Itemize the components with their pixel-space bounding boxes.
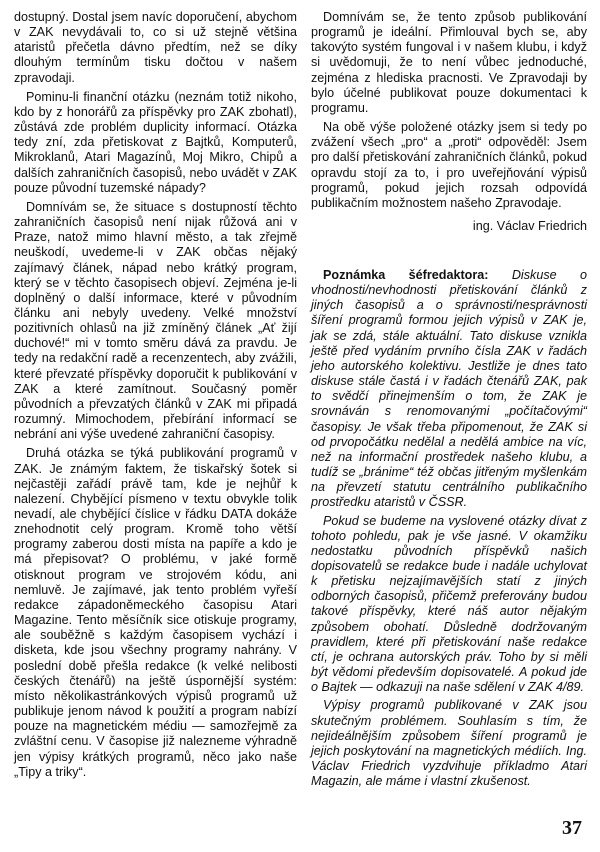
editor-note-paragraph-1: [311, 268, 587, 511]
editor-note: [311, 268, 587, 792]
right-paragraph-2: Na obě výše položené otázky jsem si tedy po zvážení všech „pro“ a „proti“ odpověděl: Jsem pro další přetiskování zahraničních článků, pokud opravdu stojí za to, i pro uveřejňování výpisů programů, pokud jejich rozsah odpovídá publikačním možnostem našeho Zpravodaje.: [311, 120, 587, 210]
right-paragraph-1: Domnívám se, že tento způsob publikování programů je ideální. Přimlouval bych se, aby takovýto systém fungoval i v našem klubu, i když si uvědomuji, že to není vůbec jednoduché, zejména z hlediska pracnosti. Ve Zpravodaji by bylo účelné publikovat pouze dokumentaci k programu.: [311, 10, 587, 115]
author-signature: ing. Václav Friedrich: [472, 219, 587, 234]
editor-note-paragraph-2: Pokud se budeme na vyslovené otázky dívat z tohoto pohledu, pak je vše jasné. V okamžiku nedostatku původních příspěvků našich dopisovatelů se redakce bude i nadále uchylovat k přetisku nejzajímavějších statí z jiných odborných časopisů, přičemž preferovány budou takové příspěvky, které náš autor nějakým způsobem obohatí. Důsledně dodržovaným pravidlem, které při přetiskování naše redakce ctí, je ochrana autorských práv. Toho by si měli být vědomi především dopisovatelé. A pokud jde o Bajtek — odkazuji na naše sdělení v ZAK 4/89.: [311, 513, 587, 695]
editor-note-heading: Poznámka šéfredaktora:: [323, 268, 489, 282]
left-paragraph-4: Druhá otázka se týká publikování programů v ZAK. Je známým faktem, že tiskařský šotek si nejčastěji zařádí právě tam, kde je nejhůř k nalezení. Chybějící písmeno v textu obvykle tolik nevadí, ale chybějící číslice v řádku DATA dokáže znehodnotit celý program. Kromě toho větší programy zaberou dosti místa na papíře a kdo je má přepisovat? O problému, v jaké formě otisknout program ve strojovém kódu, ani nemluvě. Je zajímavé, jak tento problém vyřeší redakce západoněmeckého časopisu Atari Magazine. Tento měsíčník sice otiskuje programy, ale souběžně s každým časopisem vychází i disketa, kde jsou všechny programy nahrány. V poslední době přešla redakce (k velké nelibosti českých čtenářů) na ještě úspornější systém: místo několikastránkových výpisů programů už publikuje jenom návod k použití a program nabízí pouze na magnetickém médiu — samozřejmě za zvláštní cenu. V časopise již nalezneme výhradně jen výpisy krátkých programů, něco jako naše „Tipy a triky“.: [14, 446, 297, 779]
left-paragraph-1: dostupný. Dostal jsem navíc doporučení, abychom v ZAK nevydávali to, co si už stejně většina ataristů přečetla dávno předtím, než se díky dlouhým termínům tisku dočtou v našem zpravodaji.: [14, 10, 297, 85]
page-number: 37: [562, 817, 582, 839]
editor-note-text-1: Diskuse o vhodnosti/nevhodnosti přetiskování článků z jiných časopisů a o správnosti/nesprávnosti šíření programů formou jejich výpisů v ZAK je, jak se zdá, stále aktuální. Tato diskuse vznikla ještě před vydáním prvního čísla ZAK v řadách jeho autorského kolektivu. Jestliže je dnes tato diskuse stále častá i v řadách čtenářů ZAK, pak to svědčí přinejmenším o tom, že ZAK je srovnáván s renomovanými „počítačovými“ časopisy. Je však třeba připomenout, že ZAK si od prvopočátku nedělal a nedělá ambice na víc, než na informační prostředek našeho klubu, a tudíž se „bránime“ též občas jitřeným myšlenkám na převzetí statutu centrálního publikačního prostředku ataristů v ČSSR.: [311, 268, 588, 510]
right-column: [311, 10, 587, 234]
editor-note-paragraph-3: Výpisy programů publikované v ZAK jsou skutečným problémem. Souhlasím s tím, že nejideálnějším způsobem šíření programů je jejich poskytování na magnetických médiích. Ing. Václav Friedrich vyzdvihuje příkladmo Atari Magazin, ale máme i vlastní zkušenost.: [311, 698, 587, 789]
left-paragraph-3: Domnívám se, že situace s dostupností těchto zahraničních časopisů není nijak růžová ani v Praze, natož mimo hlavní město, a tak zřejmě neuškodí, uvedeme-li v ZAK občas nějaký zajímavý článek, nápad nebo krátký program, který se v těchto časopisech objeví. Zejména je-li doplněný o další informace, které v původním článku ani nebyly uvedeny. Velké množství pozitivních ohlasů na již zmíněný článek „Ať žijí duchové!“ mi v tomto směru dává za pravdu. Je tedy na redakční radě a recenzentech, aby zvážili, které převzaté příspěvky doporučit k publikování v ZAK a které zamítnout. Současný poměr původních a převzatých článků v ZAK mi připadá rozumný. Mimochodem, přebírání informací se nebrání ani výše uvedené zahraniční časopisy.: [14, 199, 297, 442]
left-paragraph-2: Pominu-li finanční otázku (neznám totiž nikoho, kdo by z honorářů za příspěvky pro ZAK zbohatl), zůstává zde problém duplicity informací. Otázka tedy zní, zda přetiskovat z Bajtků, Komputerů, Mikroklanů, Atari Magazínů, Moj Mikro, Chipů a dalších zahraničních časopisů, nebo uvádět v ZAK pouze původní tuzemské nápady?: [14, 89, 297, 195]
left-column: [14, 10, 297, 784]
